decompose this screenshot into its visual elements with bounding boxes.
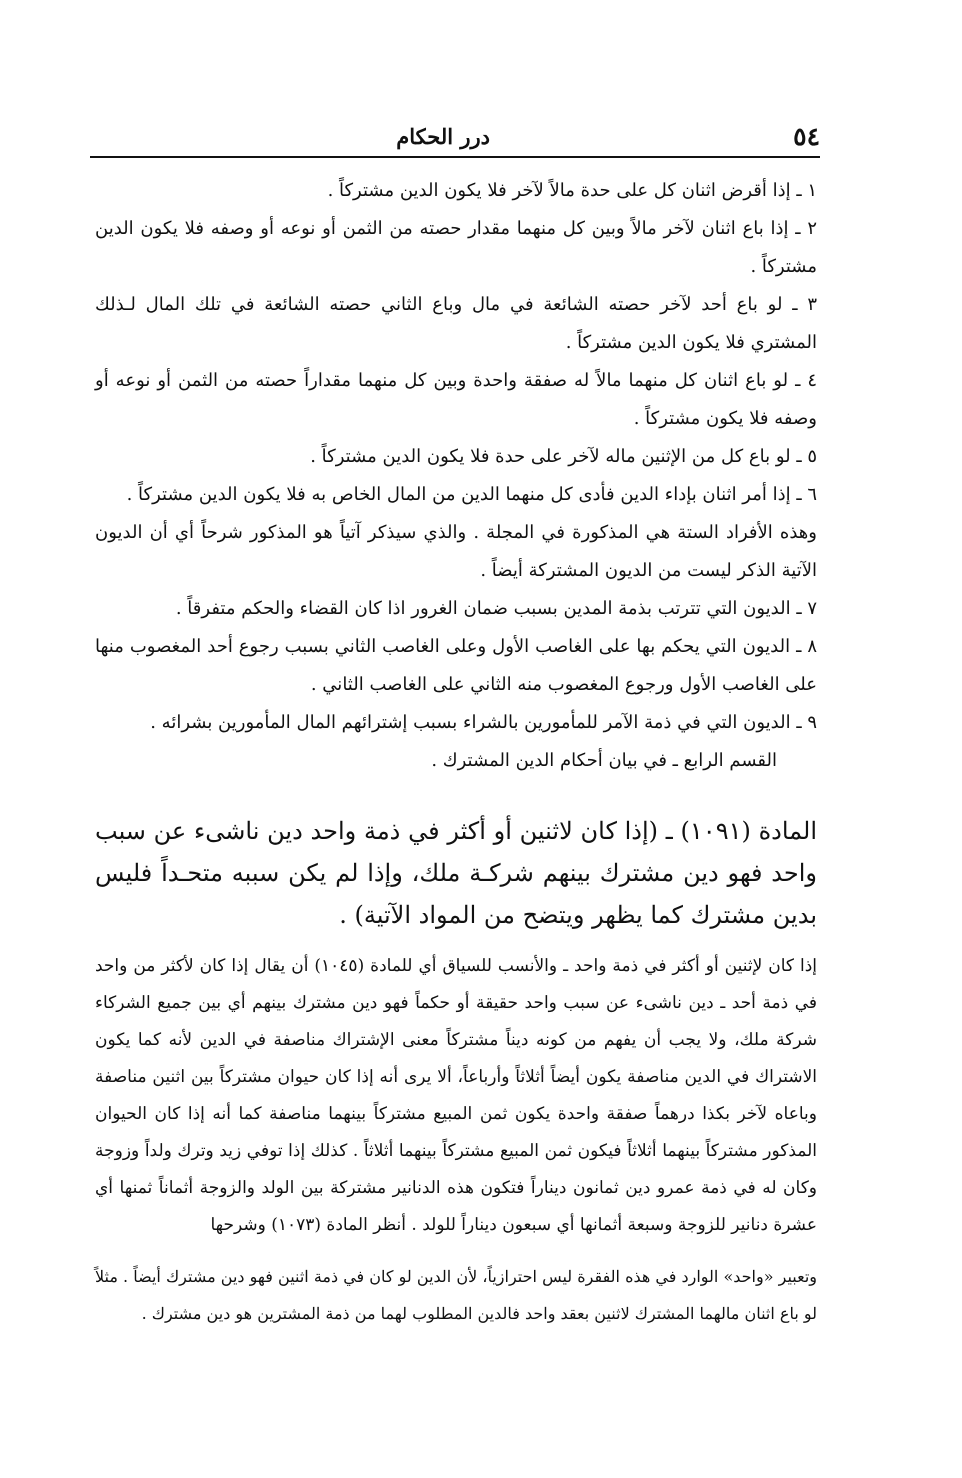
list-item: ٦ ـ إذا أمر اثنان بإداء الدين فأدى كل منهما الدين من المال الخاص به فلا يكون الدين مشتركاً .	[126, 484, 817, 505]
running-title: درر الحكام	[396, 124, 490, 149]
section-title: القسم الرابع ـ في بيان أحكام الدين المشترك .	[431, 750, 777, 771]
list-item: ٢ ـ إذا باع اثنان لآخر مالاً وبين كل منهما مقدار حصته من الثمن أو نوعه أو وصفه فلا يكون الدين مشتركاً .	[95, 218, 817, 277]
article-text: المادة (١٠٩١) ـ (إذا كان لاثنين أو أكثر في ذمة واحد دين ناشىء عن سبب واحد فهو دين مشترك بينهم شركـة ملك، وإذا لم يكن سببه متحـداً فليس بدين مشترك كما يظهر ويتضح من المواد الآتية) .	[95, 817, 818, 929]
footnote-paragraph: وتعبير «واحد» الوارد في هذه الفقرة ليس احترازياً، لأن الدين لو كان في ذمة اثنين فهو دين مشترك أيضاً . مثلاً لو باع اثنان مالهما المشترك لاثنين بعقد واحد فالدين المطلوب لهما من ذمة المشترين هو دين مشترك .	[95, 1267, 817, 1323]
list-item: ٣ ـ لو باع أحد لآخر حصته الشائعة في مال وباع الثاني حصته الشائعة في تلك المال لـذلك المشتري فلا يكون الدين مشتركاً .	[95, 294, 817, 353]
explanation-paragraph: إذا كان لإثنين أو أكثر في ذمة واحد ـ والأنسب للسياق أي للمادة (١٠٤٥) أن يقال إذا كان لأكثر من واحد في ذمة أحد ـ دين ناشىء عن سبب واحد حقيقة أو حكماً فهو دين مشترك بينهم أي بين جميع الشركاء شركة ملك، ولا يجب أن يفهم من كونه ديناً مشتركاً معنى الإشتراك مناصفة في الدين لأنه كما يكون الاشتراك في الدين مناصفة يكون أيضاً أثلاثاً وأرباعاً، ألا يرى أنه إذا كان حيوان مشتركاً بين اثنين مناصفة وباعاه لآخر بكذا درهماً صفقة واحدة يكون ثمن المبيع مشتركاً بينهما مناصفة كما أنه إذا كان الحيوان المذكور مشتركاً بينهما أثلاثاً فيكون ثمن المبيع مشتركاً بينهما أثلاثاً . كذلك إذا توفي زيد وترك ولداً وزوجة وكان له في ذمة عمرو دين ثمانون ديناراً فتكون هذه الدنانير مشتركة بين الولد والزوجة أثماناً ثمنها أي عشرة دنانير للزوجة وسبعة أثمانها أي سبعون ديناراً للولد . أنظر المادة (١٠٧٣) وشرحها	[95, 956, 817, 1235]
list-item: ١ ـ إذا أقرض اثنان كل على حدة مالاً لآخر فلا يكون الدين مشتركاً .	[327, 180, 817, 201]
list-item: ٧ ـ الديون التي تترتب بذمة المدين بسبب ضمان الغرور اذا كان القضاء والحكم متفرقاً .	[175, 598, 817, 619]
list-item: ٥ ـ لو باع كل من الإثنين ماله لآخر على حدة فلا يكون الدين مشتركاً .	[310, 446, 817, 467]
list-item: ٤ ـ لو باع اثنان كل منهما مالاً له صفقة واحدة وبين كل منهما مقداراً حصته من الثمن أو نوعه أو وصفه فلا يكون مشتركاً .	[95, 370, 817, 429]
header-divider	[90, 156, 820, 158]
intro-note: وهذه الأفراد الستة هي المذكورة في المجلة . والذي سيذكر آتياً هو المذكور شرحاً أي أن الديون الآتية الذكر ليست من الديون المشتركة أيضاً .	[95, 522, 817, 581]
list-item: ٩ ـ الديون التي في ذمة الآمر للمأمورين بالشراء بسبب إشترائهم المال المأمورين بشرائه .	[150, 712, 817, 733]
page-body	[95, 172, 817, 1332]
list-item: ٨ ـ الديون التي يحكم بها على الغاصب الأول وعلى الغاصب الثاني بسبب رجوع أحد المغصوب منها على الغاصب الأول ورجوع المغصوب منه الثاني على الغاصب الثاني .	[95, 636, 817, 695]
page-header	[90, 120, 820, 160]
page-number: ٥٤	[793, 122, 820, 151]
